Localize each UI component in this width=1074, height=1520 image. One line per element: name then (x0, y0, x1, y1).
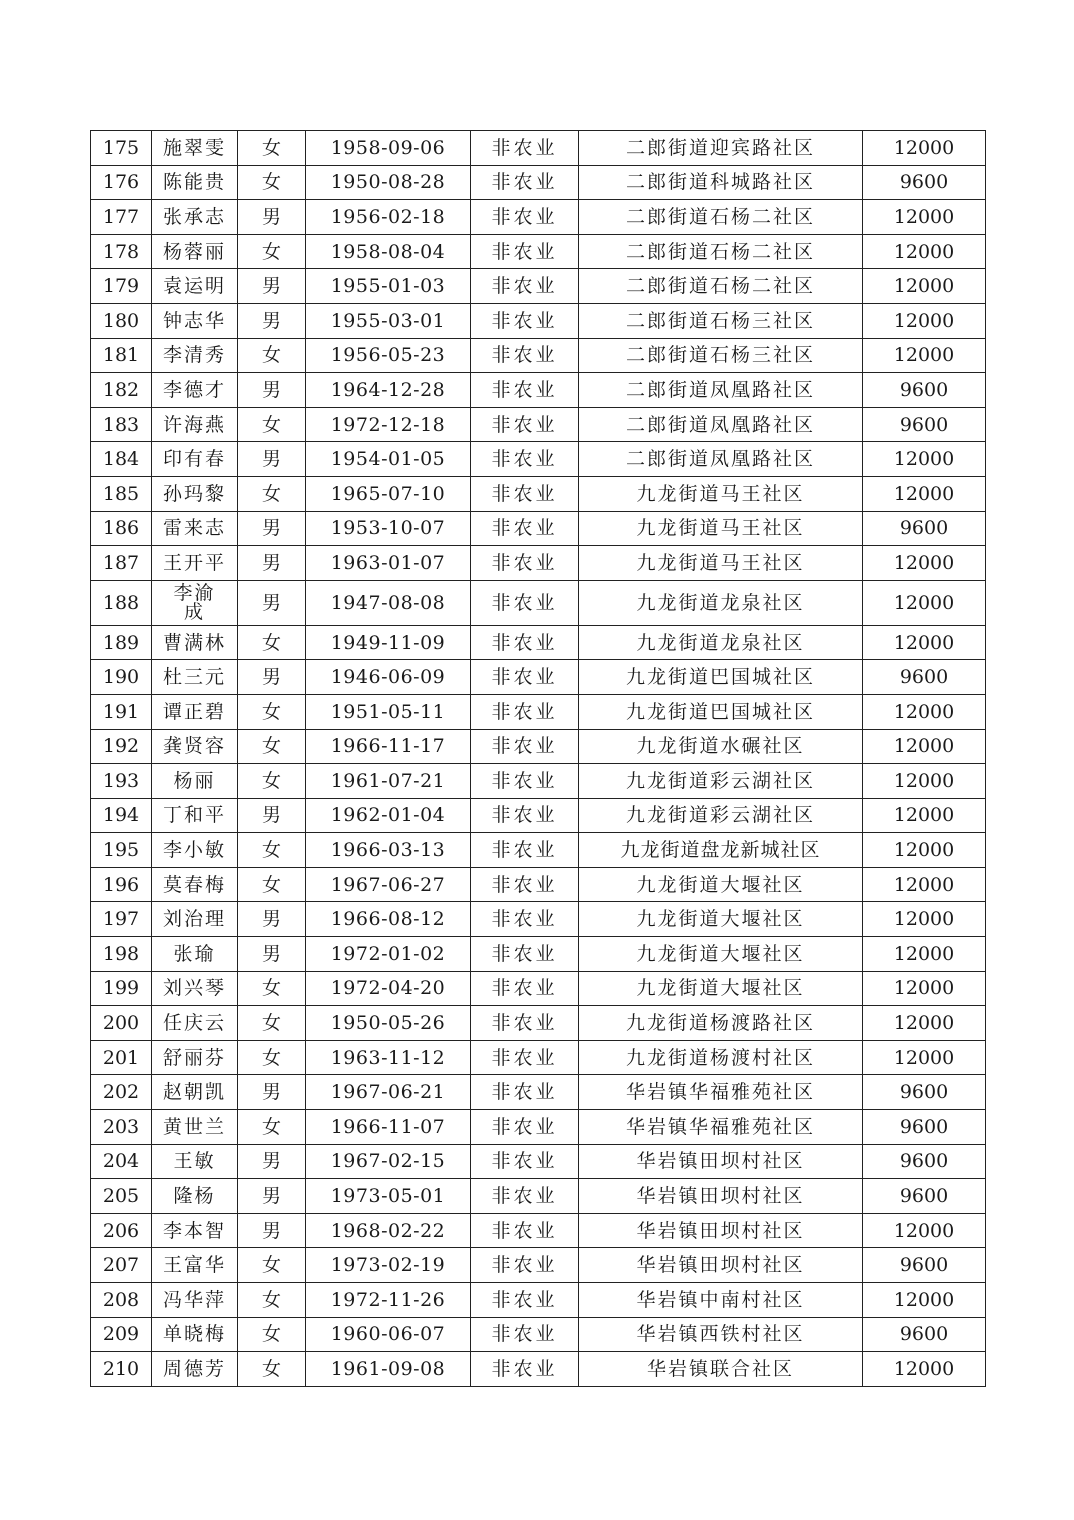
person-name: 刘兴琴 (152, 971, 238, 1006)
table-row (91, 442, 986, 477)
amount: 12000 (863, 546, 986, 581)
serial-number: 176 (91, 165, 152, 200)
birth-date: 1961-09-08 (306, 1352, 471, 1387)
birth-date: 1946-06-09 (306, 660, 471, 695)
household-type: 非农业 (471, 729, 579, 764)
household-type: 非农业 (471, 511, 579, 546)
birth-date: 1954-01-05 (306, 442, 471, 477)
household-type: 非农业 (471, 625, 579, 660)
household-type: 非农业 (471, 1179, 579, 1214)
roster-body (91, 131, 986, 1387)
community: 二郎街道凤凰路社区 (579, 407, 863, 442)
person-name: 钟志华 (152, 303, 238, 338)
household-type: 非农业 (471, 442, 579, 477)
household-type: 非农业 (471, 971, 579, 1006)
community: 二郎街道石杨二社区 (579, 234, 863, 269)
household-type: 非农业 (471, 546, 579, 581)
community: 二郎街道石杨三社区 (579, 338, 863, 373)
table-row (91, 798, 986, 833)
person-name: 许海燕 (152, 407, 238, 442)
gender: 男 (238, 373, 306, 408)
birth-date: 1955-01-03 (306, 269, 471, 304)
serial-number: 177 (91, 200, 152, 235)
community: 二郎街道石杨三社区 (579, 303, 863, 338)
community: 九龙街道大堰社区 (579, 867, 863, 902)
serial-number: 198 (91, 937, 152, 972)
person-name (152, 580, 238, 625)
community: 华岩镇田坝村社区 (579, 1213, 863, 1248)
amount: 9600 (863, 1317, 986, 1352)
amount: 9600 (863, 1075, 986, 1110)
person-name: 施翠雯 (152, 131, 238, 166)
birth-date: 1947-08-08 (306, 580, 471, 625)
community: 二郎街道石杨二社区 (579, 200, 863, 235)
community: 二郎街道凤凰路社区 (579, 373, 863, 408)
roster-table (90, 130, 986, 1387)
person-name: 任庆云 (152, 1006, 238, 1041)
gender: 女 (238, 338, 306, 373)
person-name: 李清秀 (152, 338, 238, 373)
gender: 女 (238, 234, 306, 269)
gender: 女 (238, 625, 306, 660)
person-name: 黄世兰 (152, 1110, 238, 1145)
person-name: 莫春梅 (152, 867, 238, 902)
birth-date: 1958-09-06 (306, 131, 471, 166)
person-name: 舒丽芬 (152, 1040, 238, 1075)
community: 九龙街道龙泉社区 (579, 625, 863, 660)
table-row (91, 1179, 986, 1214)
person-name: 孙玛黎 (152, 476, 238, 511)
serial-number: 192 (91, 729, 152, 764)
person-name: 赵朝凯 (152, 1075, 238, 1110)
gender: 男 (238, 1144, 306, 1179)
serial-number: 195 (91, 833, 152, 868)
gender: 男 (238, 269, 306, 304)
table-row (91, 165, 986, 200)
amount: 12000 (863, 625, 986, 660)
person-name: 曹满林 (152, 625, 238, 660)
gender: 男 (238, 511, 306, 546)
amount: 9600 (863, 1248, 986, 1283)
birth-date: 1963-01-07 (306, 546, 471, 581)
amount: 12000 (863, 764, 986, 799)
amount: 12000 (863, 729, 986, 764)
amount: 9600 (863, 1144, 986, 1179)
serial-number: 179 (91, 269, 152, 304)
serial-number: 205 (91, 1179, 152, 1214)
table-row (91, 131, 986, 166)
person-name-wrapped: 李渝成 (173, 581, 216, 623)
table-row (91, 1317, 986, 1352)
community: 九龙街道巴国城社区 (579, 660, 863, 695)
birth-date: 1951-05-11 (306, 694, 471, 729)
household-type: 非农业 (471, 1110, 579, 1145)
amount: 12000 (863, 131, 986, 166)
amount: 9600 (863, 511, 986, 546)
gender: 女 (238, 764, 306, 799)
amount: 12000 (863, 442, 986, 477)
person-name: 周德芳 (152, 1352, 238, 1387)
table-row (91, 1213, 986, 1248)
table-row (91, 200, 986, 235)
gender: 男 (238, 1213, 306, 1248)
amount: 12000 (863, 303, 986, 338)
community: 华岩镇田坝村社区 (579, 1179, 863, 1214)
amount: 9600 (863, 1179, 986, 1214)
table-row (91, 303, 986, 338)
birth-date: 1967-02-15 (306, 1144, 471, 1179)
serial-number: 183 (91, 407, 152, 442)
birth-date: 1966-11-17 (306, 729, 471, 764)
serial-number: 210 (91, 1352, 152, 1387)
serial-number: 184 (91, 442, 152, 477)
community: 九龙街道大堰社区 (579, 937, 863, 972)
birth-date: 1956-05-23 (306, 338, 471, 373)
gender: 男 (238, 1179, 306, 1214)
birth-date: 1960-06-07 (306, 1317, 471, 1352)
gender: 女 (238, 729, 306, 764)
person-name: 丁和平 (152, 798, 238, 833)
table-row (91, 1283, 986, 1318)
person-name: 李小敏 (152, 833, 238, 868)
household-type: 非农业 (471, 660, 579, 695)
table-row (91, 694, 986, 729)
table-row (91, 234, 986, 269)
household-type: 非农业 (471, 1040, 579, 1075)
gender: 女 (238, 1317, 306, 1352)
person-name: 李德才 (152, 373, 238, 408)
birth-date: 1972-01-02 (306, 937, 471, 972)
household-type: 非农业 (471, 1144, 579, 1179)
amount: 12000 (863, 867, 986, 902)
gender: 女 (238, 131, 306, 166)
serial-number: 181 (91, 338, 152, 373)
community: 九龙街道彩云湖社区 (579, 764, 863, 799)
gender: 女 (238, 1110, 306, 1145)
birth-date: 1962-01-04 (306, 798, 471, 833)
community: 九龙街道水碾社区 (579, 729, 863, 764)
birth-date: 1958-08-04 (306, 234, 471, 269)
amount: 12000 (863, 1213, 986, 1248)
table-row (91, 1248, 986, 1283)
community: 华岩镇华福雅苑社区 (579, 1110, 863, 1145)
amount: 9600 (863, 407, 986, 442)
household-type: 非农业 (471, 1248, 579, 1283)
table-row (91, 338, 986, 373)
serial-number: 199 (91, 971, 152, 1006)
gender: 女 (238, 1248, 306, 1283)
gender: 女 (238, 1040, 306, 1075)
serial-number: 189 (91, 625, 152, 660)
birth-date: 1973-02-19 (306, 1248, 471, 1283)
table-row (91, 764, 986, 799)
gender: 男 (238, 546, 306, 581)
birth-date: 1955-03-01 (306, 303, 471, 338)
community: 二郎街道科城路社区 (579, 165, 863, 200)
household-type: 非农业 (471, 407, 579, 442)
amount: 12000 (863, 200, 986, 235)
amount: 12000 (863, 1283, 986, 1318)
serial-number: 204 (91, 1144, 152, 1179)
table-row (91, 373, 986, 408)
gender: 女 (238, 165, 306, 200)
table-row (91, 580, 986, 625)
person-name: 王富华 (152, 1248, 238, 1283)
table-row (91, 729, 986, 764)
birth-date: 1972-12-18 (306, 407, 471, 442)
household-type: 非农业 (471, 373, 579, 408)
person-name: 印有春 (152, 442, 238, 477)
gender: 男 (238, 937, 306, 972)
community: 二郎街道凤凰路社区 (579, 442, 863, 477)
community: 二郎街道石杨二社区 (579, 269, 863, 304)
community: 九龙街道杨渡路社区 (579, 1006, 863, 1041)
household-type: 非农业 (471, 1317, 579, 1352)
gender: 男 (238, 660, 306, 695)
serial-number: 196 (91, 867, 152, 902)
household-type: 非农业 (471, 234, 579, 269)
gender: 女 (238, 476, 306, 511)
serial-number: 187 (91, 546, 152, 581)
amount: 9600 (863, 660, 986, 695)
household-type: 非农业 (471, 798, 579, 833)
birth-date: 1964-12-28 (306, 373, 471, 408)
household-type: 非农业 (471, 764, 579, 799)
table-row (91, 1144, 986, 1179)
amount: 12000 (863, 937, 986, 972)
gender: 女 (238, 1352, 306, 1387)
table-row (91, 867, 986, 902)
amount: 12000 (863, 338, 986, 373)
amount: 12000 (863, 1352, 986, 1387)
birth-date: 1972-04-20 (306, 971, 471, 1006)
serial-number: 180 (91, 303, 152, 338)
table-row (91, 1040, 986, 1075)
gender: 女 (238, 1283, 306, 1318)
household-type: 非农业 (471, 1006, 579, 1041)
serial-number: 203 (91, 1110, 152, 1145)
gender: 男 (238, 442, 306, 477)
serial-number: 188 (91, 580, 152, 625)
gender: 女 (238, 867, 306, 902)
serial-number: 194 (91, 798, 152, 833)
person-name: 杨蓉丽 (152, 234, 238, 269)
serial-number: 209 (91, 1317, 152, 1352)
table-row (91, 269, 986, 304)
birth-date: 1968-02-22 (306, 1213, 471, 1248)
community: 九龙街道盘龙新城社区 (579, 833, 863, 868)
table-row (91, 476, 986, 511)
gender: 女 (238, 971, 306, 1006)
birth-date: 1950-08-28 (306, 165, 471, 200)
household-type: 非农业 (471, 1213, 579, 1248)
gender: 男 (238, 200, 306, 235)
person-name: 袁运明 (152, 269, 238, 304)
community: 华岩镇中南村社区 (579, 1283, 863, 1318)
gender: 女 (238, 1006, 306, 1041)
gender: 男 (238, 902, 306, 937)
person-name: 张瑜 (152, 937, 238, 972)
birth-date: 1956-02-18 (306, 200, 471, 235)
household-type: 非农业 (471, 338, 579, 373)
gender: 女 (238, 694, 306, 729)
household-type: 非农业 (471, 200, 579, 235)
community: 九龙街道大堰社区 (579, 971, 863, 1006)
serial-number: 208 (91, 1283, 152, 1318)
table-row (91, 1352, 986, 1387)
household-type: 非农业 (471, 580, 579, 625)
community: 九龙街道巴国城社区 (579, 694, 863, 729)
household-type: 非农业 (471, 476, 579, 511)
birth-date: 1967-06-27 (306, 867, 471, 902)
community: 华岩镇华福雅苑社区 (579, 1075, 863, 1110)
amount: 12000 (863, 833, 986, 868)
table-row (91, 1075, 986, 1110)
community: 华岩镇田坝村社区 (579, 1144, 863, 1179)
household-type: 非农业 (471, 269, 579, 304)
gender: 男 (238, 580, 306, 625)
birth-date: 1966-08-12 (306, 902, 471, 937)
birth-date: 1966-11-07 (306, 1110, 471, 1145)
birth-date: 1967-06-21 (306, 1075, 471, 1110)
amount: 12000 (863, 476, 986, 511)
serial-number: 182 (91, 373, 152, 408)
table-row (91, 1110, 986, 1145)
serial-number: 193 (91, 764, 152, 799)
amount: 9600 (863, 1110, 986, 1145)
person-name: 李本智 (152, 1213, 238, 1248)
table-row (91, 660, 986, 695)
community: 华岩镇田坝村社区 (579, 1248, 863, 1283)
serial-number: 178 (91, 234, 152, 269)
gender: 男 (238, 1075, 306, 1110)
household-type: 非农业 (471, 902, 579, 937)
birth-date: 1949-11-09 (306, 625, 471, 660)
serial-number: 206 (91, 1213, 152, 1248)
serial-number: 175 (91, 131, 152, 166)
community: 九龙街道马王社区 (579, 546, 863, 581)
household-type: 非农业 (471, 131, 579, 166)
gender: 女 (238, 407, 306, 442)
table-row (91, 1006, 986, 1041)
birth-date: 1961-07-21 (306, 764, 471, 799)
person-name: 王敏 (152, 1144, 238, 1179)
household-type: 非农业 (471, 1075, 579, 1110)
birth-date: 1972-11-26 (306, 1283, 471, 1318)
amount: 12000 (863, 971, 986, 1006)
table-row (91, 937, 986, 972)
household-type: 非农业 (471, 694, 579, 729)
community: 九龙街道彩云湖社区 (579, 798, 863, 833)
person-name: 隆杨 (152, 1179, 238, 1214)
serial-number: 190 (91, 660, 152, 695)
person-name: 陈能贵 (152, 165, 238, 200)
community: 九龙街道杨渡村社区 (579, 1040, 863, 1075)
household-type: 非农业 (471, 303, 579, 338)
person-name: 谭正碧 (152, 694, 238, 729)
serial-number: 186 (91, 511, 152, 546)
serial-number: 201 (91, 1040, 152, 1075)
community: 九龙街道马王社区 (579, 476, 863, 511)
household-type: 非农业 (471, 867, 579, 902)
person-name: 刘治理 (152, 902, 238, 937)
community: 华岩镇联合社区 (579, 1352, 863, 1387)
household-type: 非农业 (471, 1352, 579, 1387)
amount: 12000 (863, 798, 986, 833)
community: 华岩镇西铁村社区 (579, 1317, 863, 1352)
birth-date: 1963-11-12 (306, 1040, 471, 1075)
amount: 12000 (863, 234, 986, 269)
person-name: 王开平 (152, 546, 238, 581)
household-type: 非农业 (471, 833, 579, 868)
amount: 9600 (863, 373, 986, 408)
serial-number: 185 (91, 476, 152, 511)
household-type: 非农业 (471, 165, 579, 200)
amount: 12000 (863, 694, 986, 729)
person-name: 单晓梅 (152, 1317, 238, 1352)
community: 九龙街道马王社区 (579, 511, 863, 546)
serial-number: 197 (91, 902, 152, 937)
person-name: 龚贤容 (152, 729, 238, 764)
table-row (91, 902, 986, 937)
amount: 12000 (863, 580, 986, 625)
amount: 9600 (863, 165, 986, 200)
serial-number: 200 (91, 1006, 152, 1041)
amount: 12000 (863, 1006, 986, 1041)
birth-date: 1950-05-26 (306, 1006, 471, 1041)
birth-date: 1966-03-13 (306, 833, 471, 868)
table-row (91, 833, 986, 868)
community: 九龙街道大堰社区 (579, 902, 863, 937)
serial-number: 202 (91, 1075, 152, 1110)
amount: 12000 (863, 269, 986, 304)
serial-number: 207 (91, 1248, 152, 1283)
gender: 男 (238, 303, 306, 338)
table-row (91, 971, 986, 1006)
gender: 男 (238, 798, 306, 833)
person-name: 雷来志 (152, 511, 238, 546)
birth-date: 1953-10-07 (306, 511, 471, 546)
birth-date: 1965-07-10 (306, 476, 471, 511)
gender: 女 (238, 833, 306, 868)
amount: 12000 (863, 902, 986, 937)
person-name: 杨丽 (152, 764, 238, 799)
person-name: 张承志 (152, 200, 238, 235)
person-name: 冯华萍 (152, 1283, 238, 1318)
household-type: 非农业 (471, 1283, 579, 1318)
serial-number: 191 (91, 694, 152, 729)
table-row (91, 546, 986, 581)
table-row (91, 407, 986, 442)
household-type: 非农业 (471, 937, 579, 972)
community: 二郎街道迎宾路社区 (579, 131, 863, 166)
birth-date: 1973-05-01 (306, 1179, 471, 1214)
community: 九龙街道龙泉社区 (579, 580, 863, 625)
amount: 12000 (863, 1040, 986, 1075)
table-row (91, 625, 986, 660)
person-name: 杜三元 (152, 660, 238, 695)
table-row (91, 511, 986, 546)
